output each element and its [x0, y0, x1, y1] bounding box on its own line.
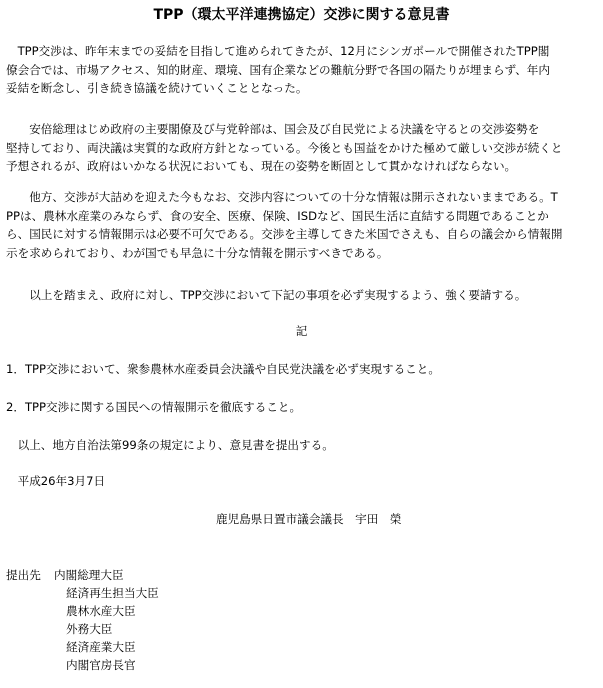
paragraph-3 [6, 188, 596, 262]
paragraph-line: 予想されるが、政府はいかなる状況においても、現在の姿勢を断固として貫かなければならない。 [6, 159, 517, 173]
paragraph-1 [6, 42, 596, 98]
document-title: TPP（環太平洋連携協定）交渉に関する意見書 [153, 7, 450, 23]
paragraph-2 [6, 120, 596, 176]
paragraph-line: 僚会合では、市場アクセス、知的財産、環境、国有企業などの難航分野で各国の隔たりが埋まらず、年内 [6, 62, 550, 77]
closing-statement: 以上、地方自治法第99条の規定により、意見書を提出する。 [6, 438, 334, 452]
ki-heading: 記 [295, 324, 308, 338]
paragraph-line: 堅持しており、両決議は実質的な政府方針となっている。今後とも国益をかけた極めて厳しい交渉が続くと [6, 140, 563, 155]
paragraph-line: 妥結を断念し、引き続き協議を続けていくこととなった。 [6, 81, 308, 95]
paragraph-line: TPP交渉は、昨年末までの妥結を目指して進められてきたが、12月にシンガポールで開催されたTPP閣 [6, 44, 550, 58]
recipient: 内閣総理大臣 [54, 568, 124, 582]
paragraph-line: 以上を踏まえ、政府に対し、TPP交渉において下記の事項を必ず実現するよう、強く要請する。 [6, 288, 527, 302]
recipient: 農林水産大臣 [66, 604, 136, 618]
request-item-2: 2．TPP交渉に関する国民への情報開示を徹底すること。 [6, 400, 302, 414]
recipient: 経済産業大臣 [66, 640, 136, 654]
signature: 鹿児島県日置市議会議長 宇田 榮 [216, 512, 402, 526]
paragraph-line: ら、国民に対する情報開示は必要不可欠である。交渉を主導してきた米国でさえも、自らの議会から情報開 [6, 227, 563, 241]
recipients-label: 提出先 [6, 568, 41, 582]
recipient: 外務大臣 [66, 622, 113, 636]
paragraph-line: 他方、交渉が大詰めを迎えた今もなお、交渉内容についての十分な情報は開示されないままである。T [6, 190, 558, 204]
document-date: 平成26年3月7日 [6, 474, 106, 488]
paragraph-line: 安倍総理はじめ政府の主要閣僚及び与党幹部は、国会及び自民党による決議を守るとの交渉姿勢を [6, 122, 540, 136]
paragraph-line: 示を求められており、わが国でも早急に十分な情報を開示すべきである。 [6, 245, 389, 260]
request-item-1: 1．TPP交渉において、衆参農林水産委員会決議や自民党決議を必ず実現すること。 [6, 362, 440, 376]
recipient: 内閣官房長官 [66, 658, 136, 672]
paragraph-line: PPは、農林水産業のみならず、食の安全、医療、保険、ISDなど、国民生活に直結する問題であることか [6, 208, 549, 223]
paragraph-4 [6, 286, 596, 305]
recipient: 経済再生担当大臣 [66, 586, 159, 600]
